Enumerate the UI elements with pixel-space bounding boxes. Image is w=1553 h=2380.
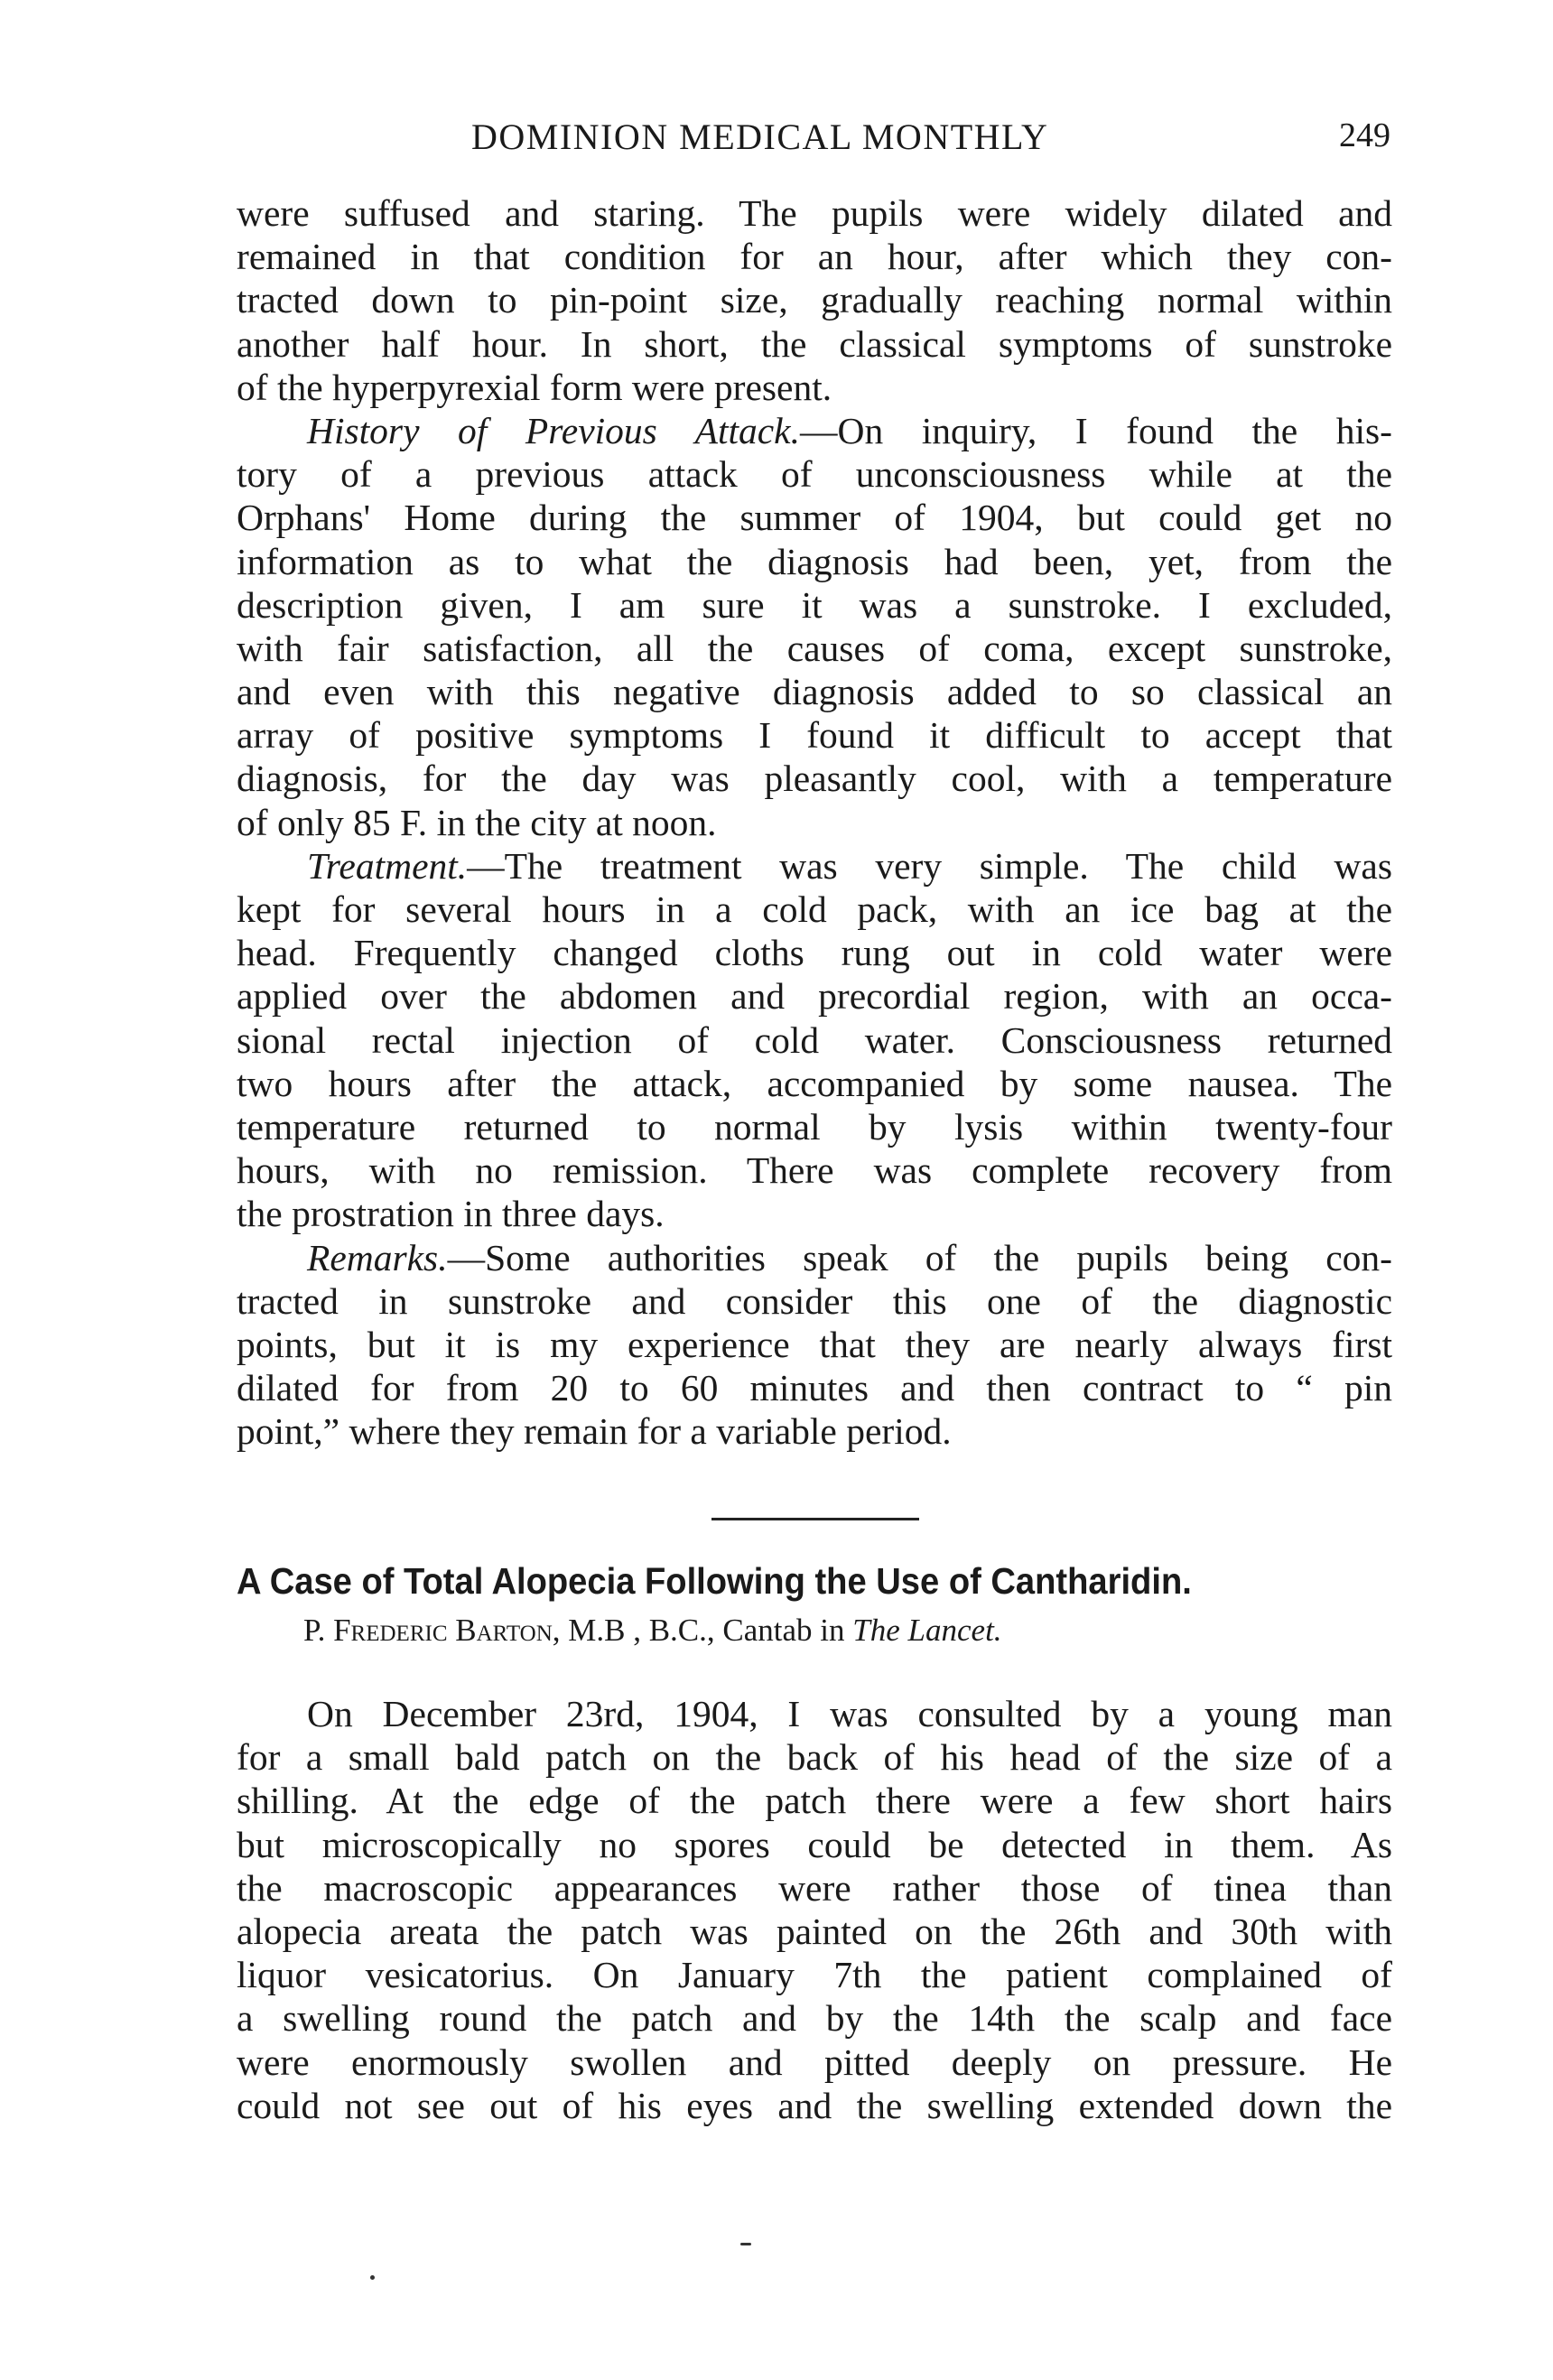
text-line: but microscopically no spores could be detected in them. As <box>237 1823 1392 1865</box>
text-line: remained in that condition for an hour, after which they con- <box>237 236 1392 278</box>
text-line: another half hour. In short, the classical symptoms of sunstroke <box>237 322 1392 365</box>
text-line: of only 85 F. in the city at noon. <box>237 801 717 843</box>
text-line: sional rectal injection of cold water. Consciousness returned <box>237 1018 1392 1061</box>
article-byline <box>303 1613 1002 1649</box>
text-line: were enormously swollen and pitted deeply on pressure. He <box>237 2041 1392 2083</box>
text-line: temperature returned to normal by lysis within twenty-four <box>237 1105 1392 1148</box>
remarks-first-line <box>237 1236 1392 1279</box>
text-line: description given, I am sure it was a sunstroke. I excluded, <box>237 583 1392 626</box>
scan-speck <box>370 2275 375 2280</box>
text-line: On December 23rd, 1904, I was consulted by a young man <box>307 1693 1392 1734</box>
treatment-heading: Treatment. <box>307 844 468 887</box>
remarks-heading: Remarks. <box>307 1236 448 1278</box>
section-divider <box>711 1518 919 1520</box>
text-line: for a small bald patch on the back of his head of the size of a <box>237 1736 1392 1779</box>
text-line: kept for several hours in a cold pack, with an ice bag at the <box>237 888 1392 930</box>
text-line: the prostration in three days. <box>237 1193 665 1235</box>
treatment-first-line <box>237 844 1392 888</box>
text-line: information as to what the diagnosis had been, yet, from the <box>237 540 1392 582</box>
text-line: two hours after the attack, accompanied by some nausea. The <box>237 1062 1392 1104</box>
history-first-line <box>237 409 1392 452</box>
text-line: with fair satisfaction, all the causes of coma, except sunstroke, <box>237 627 1392 669</box>
article-title: A Case of Total Alopecia Following the Use of Cantharidin. <box>237 1560 1192 1602</box>
new-article-body <box>237 1692 1392 2127</box>
text-line: the macroscopic appearances were rather those of tinea than <box>237 1866 1392 1909</box>
text-line: points, but it is my experience that they are nearly always first <box>237 1323 1392 1365</box>
text-line: and even with this negative diagnosis added to so classical an <box>237 671 1392 713</box>
byline-degrees: M.B , B.C., Cantab in <box>560 1613 853 1648</box>
text-line: were suffused and staring. The pupils were widely dilated and <box>237 192 1392 234</box>
text-line: applied over the abdomen and precordial region, with an occa- <box>237 975 1392 1018</box>
text-line: shilling. At the edge of the patch there were a few short hairs <box>237 1780 1392 1822</box>
running-head <box>235 116 1427 170</box>
text-line: array of positive symptoms I found it difficult to accept that <box>237 714 1392 757</box>
byline-author: P. Frederic Barton, <box>303 1613 561 1648</box>
text-line: a swelling round the patch and by the 14th the scalp and face <box>237 1997 1392 2040</box>
text-line: Orphans' Home during the summer of 1904, but could get no <box>237 497 1392 539</box>
journal-title: DOMINION MEDICAL MONTHLY <box>471 116 1049 157</box>
page-number: 249 <box>1339 116 1390 154</box>
scan-speck <box>740 2243 751 2245</box>
text-line: tracted in sunstroke and consider this one of the diagnostic <box>237 1279 1392 1322</box>
text-line: point,” where they remain for a variable period. <box>237 1410 952 1453</box>
text-line: alopecia areata the patch was painted on the 26th and 30th with <box>237 1910 1392 1952</box>
text-line: tory of a previous attack of unconsciousness while at the <box>237 453 1392 496</box>
text-line: tracted down to pin-point size, gradually reaching normal within <box>237 279 1392 321</box>
text-line: hours, with no remission. There was complete recovery from <box>237 1149 1392 1192</box>
byline-source: The Lancet. <box>852 1613 1002 1648</box>
text-line: liquor vesicatorius. On January 7th the patient complained of <box>237 1954 1392 1996</box>
history-first-line-text: —On inquiry, I found the his- <box>799 409 1392 451</box>
treatment-first-line-text: —The treatment was very simple. The child was <box>467 844 1392 887</box>
text-line: of the hyperpyrexial form were present. <box>237 366 832 408</box>
text-line: dilated for from 20 to 60 minutes and then contract to “ pin <box>237 1367 1392 1409</box>
remarks-first-line-text: —Some authorities speak of the pupils being con- <box>447 1236 1392 1278</box>
history-heading: History of Previous Attack. <box>307 409 800 451</box>
continued-article-body <box>237 191 1392 1453</box>
text-line: could not see out of his eyes and the swelling extended down the <box>237 2084 1392 2126</box>
text-line: head. Frequently changed cloths rung out in cold water were <box>237 932 1392 974</box>
text-line: diagnosis, for the day was pleasantly cool, with a temperature <box>237 758 1392 800</box>
